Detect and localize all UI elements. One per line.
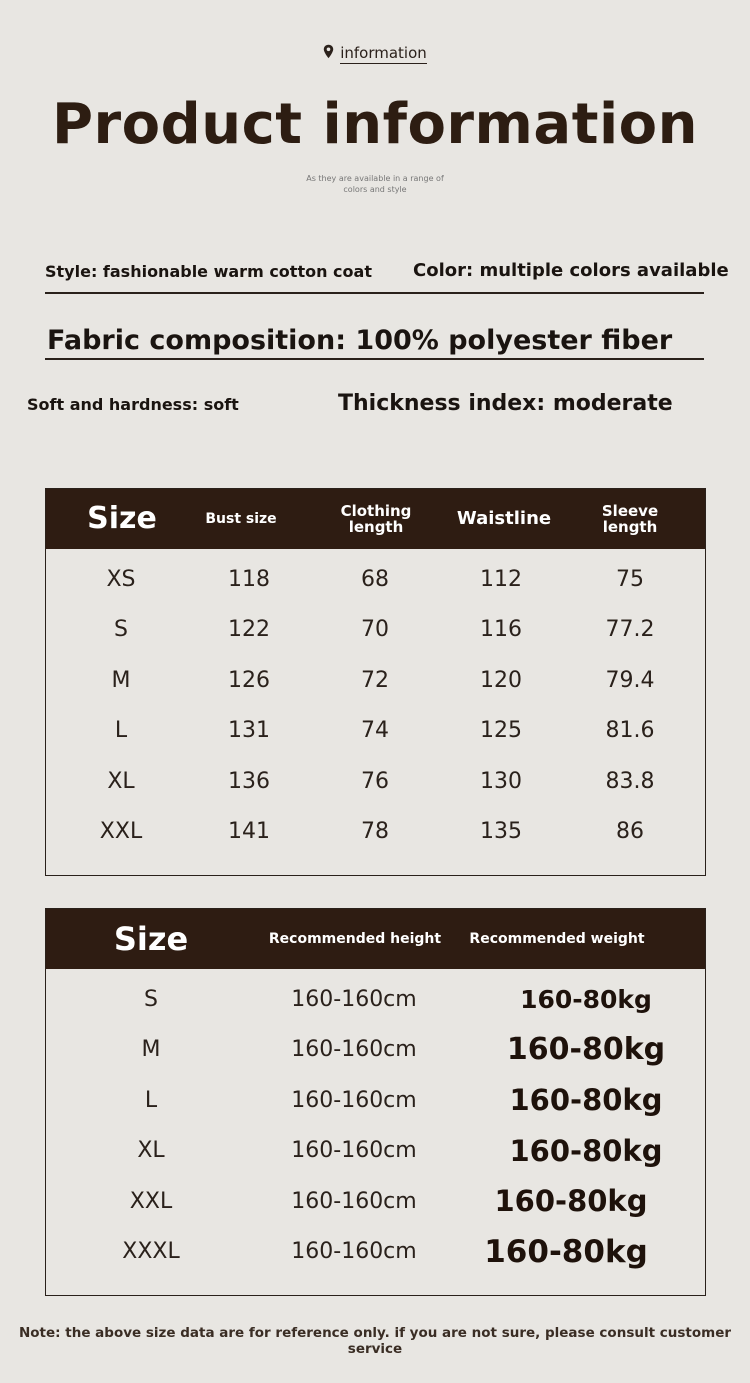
- size-cell: M: [111, 667, 131, 693]
- size-cell: XL: [137, 1138, 165, 1164]
- sleeve-cell: 81.6: [605, 718, 655, 744]
- size-header: Size: [87, 501, 157, 536]
- length-cell: 78: [361, 819, 389, 845]
- size-cell: L: [144, 1087, 158, 1113]
- page-subtitle: [0, 173, 750, 195]
- waistline-header: Waistline: [456, 508, 552, 529]
- table-row: [46, 605, 705, 656]
- height-cell: 160-160cm: [291, 1239, 417, 1265]
- recommended-height-header: Recommended height: [268, 931, 442, 947]
- bust-cell: 136: [228, 768, 270, 794]
- bust-cell: 141: [228, 819, 270, 845]
- height-cell: 160-160cm: [291, 986, 417, 1012]
- size-cell: S: [114, 617, 128, 643]
- table-row: [46, 1227, 705, 1278]
- waist-cell: 112: [480, 566, 522, 592]
- size-table: [45, 488, 706, 876]
- bust-cell: 122: [228, 617, 270, 643]
- weight-cell: 160-80kg: [506, 1032, 666, 1068]
- information-tag: [0, 44, 750, 63]
- style-attribute: Style: fashionable warm cotton coat: [45, 262, 372, 281]
- waist-cell: 120: [480, 667, 522, 693]
- length-cell: 68: [361, 566, 389, 592]
- subtitle-line-1: As they are available in a range of: [306, 174, 444, 183]
- sleeve-cell: 75: [616, 566, 644, 592]
- table-row: [46, 554, 705, 605]
- size-note: Note: the above size data are for reference only. if you are not sure, please consult customer service: [18, 1325, 732, 1357]
- height-cell: 160-160cm: [291, 1087, 417, 1113]
- sleeve-cell: 86: [616, 819, 644, 845]
- waist-cell: 130: [480, 768, 522, 794]
- softness-attribute: Soft and hardness: soft: [27, 395, 239, 414]
- weight-cell: 160-80kg: [484, 1233, 648, 1270]
- fabric-attribute: Fabric composition: 100% polyester fiber: [47, 325, 673, 356]
- waist-cell: 135: [480, 819, 522, 845]
- length-cell: 72: [361, 667, 389, 693]
- height-cell: 160-160cm: [291, 1138, 417, 1164]
- size-cell: XS: [106, 566, 136, 592]
- location-pin-icon: [323, 44, 334, 63]
- size-cell: XL: [107, 768, 135, 794]
- sleeve-cell: 83.8: [605, 768, 655, 794]
- subtitle-line-2: colors and style: [343, 185, 407, 194]
- size-cell: XXL: [129, 1188, 173, 1214]
- table-row: [46, 807, 705, 858]
- sleeve-cell: 79.4: [605, 667, 655, 693]
- recommended-weight-header: Recommended weight: [469, 931, 645, 947]
- recommendation-table: [45, 908, 706, 1296]
- size-cell: XXXL: [122, 1239, 180, 1265]
- waist-cell: 116: [480, 617, 522, 643]
- table-row: [46, 1126, 705, 1177]
- length-cell: 74: [361, 718, 389, 744]
- bust-size-header: Bust size: [205, 511, 277, 527]
- weight-cell: 160-80kg: [509, 1133, 663, 1168]
- height-cell: 160-160cm: [291, 1188, 417, 1214]
- size-cell: L: [114, 718, 128, 744]
- size-cell: M: [141, 1037, 161, 1063]
- bust-cell: 126: [228, 667, 270, 693]
- color-attribute: Color: multiple colors available: [413, 260, 729, 281]
- bust-cell: 131: [228, 718, 270, 744]
- height-cell: 160-160cm: [291, 1037, 417, 1063]
- table-row: [46, 1025, 705, 1076]
- weight-cell: 160-80kg: [509, 1083, 663, 1118]
- sleeve-cell: 77.2: [605, 617, 655, 643]
- size-header: Size: [113, 920, 189, 958]
- length-cell: 70: [361, 617, 389, 643]
- bust-cell: 118: [228, 566, 270, 592]
- table-row: [46, 756, 705, 807]
- size-cell: XXL: [99, 819, 143, 845]
- weight-cell: 160-80kg: [520, 984, 652, 1014]
- weight-cell: 160-80kg: [494, 1184, 648, 1219]
- waist-cell: 125: [480, 718, 522, 744]
- sleeve-length-header: Sleeve length: [601, 502, 659, 536]
- information-tag-label: information: [340, 44, 427, 62]
- clothing-length-header: Clothing length: [340, 502, 412, 536]
- length-cell: 76: [361, 768, 389, 794]
- page-title: Product information: [51, 92, 698, 157]
- size-cell: S: [144, 986, 158, 1012]
- attribute-divider-1: [45, 292, 704, 294]
- table-row: [46, 655, 705, 706]
- thickness-attribute: Thickness index: moderate: [338, 391, 673, 416]
- size-table-header: [46, 489, 705, 549]
- table-row: [46, 974, 705, 1025]
- table-row: [46, 1075, 705, 1126]
- table-row: [46, 1176, 705, 1227]
- recommendation-table-header: [46, 909, 705, 969]
- attribute-divider-2: [45, 358, 704, 360]
- table-row: [46, 706, 705, 757]
